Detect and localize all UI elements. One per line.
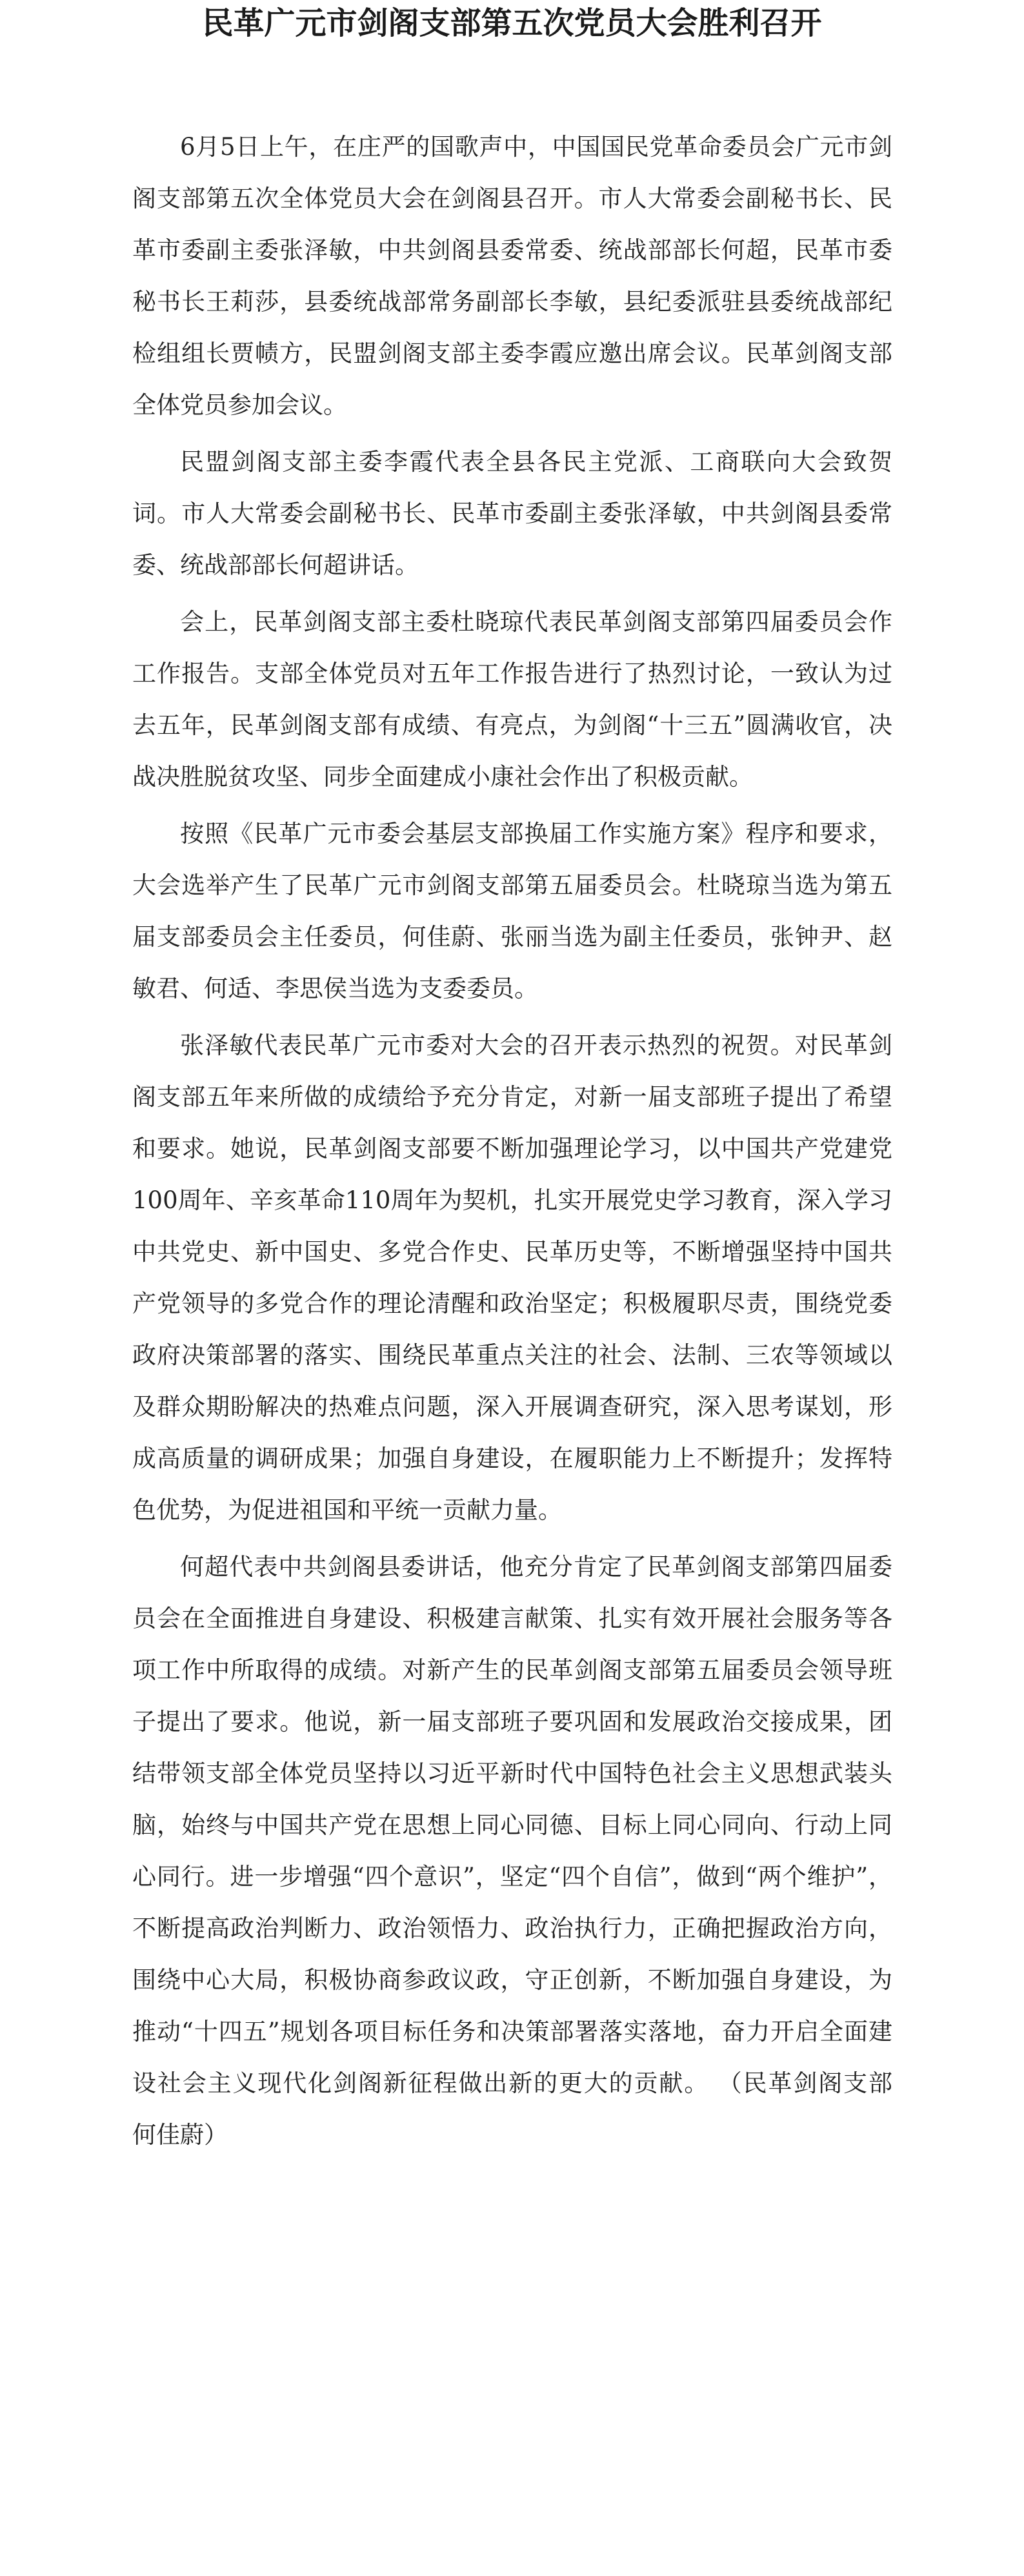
article-paragraph: 张泽敏代表民革广元市委对大会的召开表示热烈的祝贺。对民革剑阁支部五年来所做的成绩给予充分肯定，对新一届支部班子提出了希望和要求。她说，民革剑阁支部要不断加强理论学习，以中国共产党建党100周年、辛亥革命110周年为契机，扎实开展党史学习教育，深入学习中共党史、新中国史、多党合作史、民革历史等，不断增强坚持中国共产党领导的多党合作的理论清醒和政治坚定；积极履职尽责，围绕党委政府决策部署的落实、围绕民革重点关注的社会、法制、三农等领域以及群众期盼解决的热难点问题，深入开展调查研究，深入思考谋划，形成高质量的调研成果；加强自身建设，在履职能力上不断提升；发挥特色优势，为促进祖国和平统一贡献力量。: [132, 1031, 892, 1524]
article-paragraph: 何超代表中共剑阁县委讲话，他充分肯定了民革剑阁支部第四届委员会在全面推进自身建设、积极建言献策、扎实有效开展社会服务等各项工作中所取得的成绩。对新产生的民革剑阁支部第五届委员会领导班子提出了要求。他说，新一届支部班子要巩固和发展政治交接成果，团结带领支部全体党员坚持以习近平新时代中国特色社会主义思想武装头脑，始终与中国共产党在思想上同心同德、目标上同心同向、行动上同心同行。进一步增强“四个意识”，坚定“四个自信”，做到“两个维护”，不断提高政治判断力、政治领悟力、政治执行力，正确把握政治方向，围绕中心大局，积极协商参政议政，守正创新，不断加强自身建设，为推动“十四五”规划各项目标任务和决策部署落实落地，奋力开启全面建设社会主义现代化剑阁新征程做出新的更大的贡献。 （民革剑阁支部 何佳蔚）: [132, 1553, 924, 2149]
article-paragraph: 6月5日上午，在庄严的国歌声中，中国国民党革命委员会广元市剑阁支部第五次全体党员大会在剑阁县召开。市人大常委会副秘书长、民革市委副主委张泽敏，中共剑阁县委常委、统战部部长何超，民革市委秘书长王莉莎，县委统战部常务副部长李敏，县纪委派驻县委统战部纪检组组长贾帻方，民盟剑阁支部主委李霞应邀出席会议。民革剑阁支部全体党员参加会议。: [132, 133, 892, 419]
article-title: 民革广元市剑阁支部第五次党员大会胜利召开: [202, 5, 822, 41]
article-paragraph: 民盟剑阁支部主委李霞代表全县各民主党派、工商联向大会致贺词。市人大常委会副秘书长、民革市委副主委张泽敏，中共剑阁县委常委、统战部部长何超讲话。: [132, 448, 892, 579]
article-paragraph: 会上，民革剑阁支部主委杜晓琼代表民革剑阁支部第四届委员会作工作报告。支部全体党员对五年工作报告进行了热烈讨论，一致认为过去五年，民革剑阁支部有成绩、有亮点，为剑阁“十三五”圆满收官，决战决胜脱贫攻坚、同步全面建成小康社会作出了积极贡献。: [132, 608, 892, 791]
article-paragraph: 按照《民革广元市委会基层支部换届工作实施方案》程序和要求，大会选举产生了民革广元市剑阁支部第五届委员会。杜晓琼当选为第五届支部委员会主任委员，何佳蔚、张丽当选为副主任委员，张钟尹、赵敏君、何适、李思侯当选为支委委员。: [132, 820, 892, 1002]
article-body: [132, 121, 924, 2166]
